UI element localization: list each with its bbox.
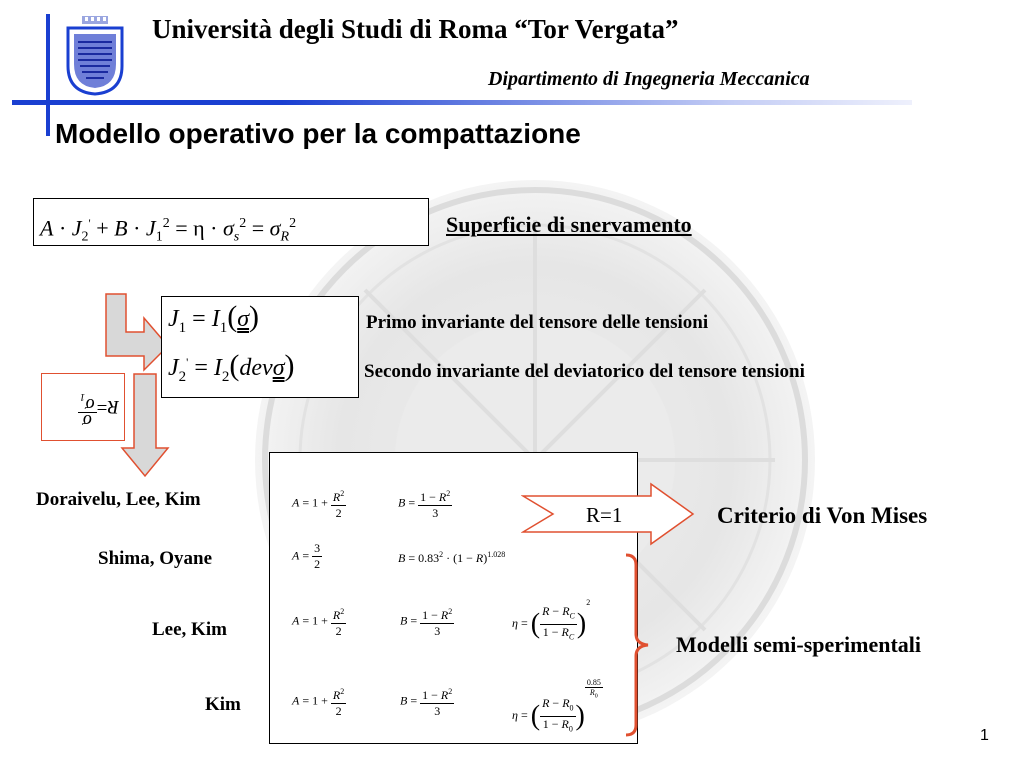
down-arrow bbox=[120, 372, 170, 478]
doraivelu-b-formula: B = $\frac{1 - R^2}{3}$ bbox=[398, 486, 452, 521]
first-invariant-label: Primo invariante del tensore delle tensioni bbox=[366, 312, 709, 333]
lee-kim-a-formula: A = 1 + $\frac{R^2}{2}$ bbox=[292, 604, 346, 639]
page-number: 1 bbox=[980, 727, 989, 744]
r-equals-one-label: R=1 bbox=[586, 503, 623, 527]
header-horizontal-bar bbox=[12, 100, 912, 105]
kim-b-formula: B = $\frac{1 - R^2}{3}$ bbox=[400, 684, 454, 719]
kim-a-formula: A = 1 + $\frac{R^2}{2}$ bbox=[292, 684, 346, 719]
shima-b-formula: $B = 0.83^2 \cdot (1 - R)^{1.028}$ bbox=[398, 550, 506, 565]
header-vertical-bar bbox=[46, 14, 50, 136]
von-mises-label: Criterio di Von Mises bbox=[717, 503, 928, 528]
model-authors-lee-kim: Lee, Kim bbox=[152, 619, 227, 640]
lee-kim-b-formula: B = $\frac{1 - R^2}{3}$ bbox=[400, 604, 454, 639]
semi-experimental-label: Modelli semi-sperimentali bbox=[676, 632, 922, 657]
model-authors-kim: Kim bbox=[205, 694, 241, 715]
kim-eta-formula: η = ( $\frac{R - R_0}{1 - R_0}$ ) $\frac{0.85}{R_0}$ bbox=[512, 678, 601, 734]
first-invariant-equation: $J_1 = I_1(\sigma)$ bbox=[168, 300, 260, 336]
university-name: Università degli Studi di Roma “Tor Vergata” bbox=[152, 14, 679, 44]
model-authors-shima: Shima, Oyane bbox=[98, 548, 213, 569]
second-invariant-equation: $J_2' = I_2(dev\sigma)$ bbox=[168, 349, 295, 385]
yield-surface-label: Superficie di snervamento bbox=[446, 212, 692, 237]
page-title: Modello operativo per la compattazione bbox=[55, 118, 581, 149]
shima-a-formula: A = $\frac{3}{2}$ bbox=[292, 541, 321, 571]
semi-experimental-brace bbox=[622, 552, 658, 738]
r-ratio-equation: R= σ $\sigma_1$ bbox=[79, 391, 119, 431]
second-invariant-label: Secondo invariante del deviatorico del tensore tensioni bbox=[364, 361, 805, 382]
yield-surface-equation: $A \cdot J_2' + B \cdot J_1^2 = \eta \cdot \sigma_s^2 = \sigma_R^2$ bbox=[33, 198, 429, 246]
university-logo bbox=[64, 14, 126, 96]
doraivelu-a-formula: A = 1 + $\frac{R^2}{2}$ bbox=[292, 486, 346, 521]
model-authors-doraivelu: Doraivelu, Lee, Kim bbox=[36, 489, 201, 510]
department-name: Dipartimento di Ingegneria Meccanica bbox=[488, 68, 810, 90]
lee-kim-eta-formula: η = ( $\frac{R - R_C}{1 - R_C}$ )$^2$ bbox=[512, 598, 591, 642]
